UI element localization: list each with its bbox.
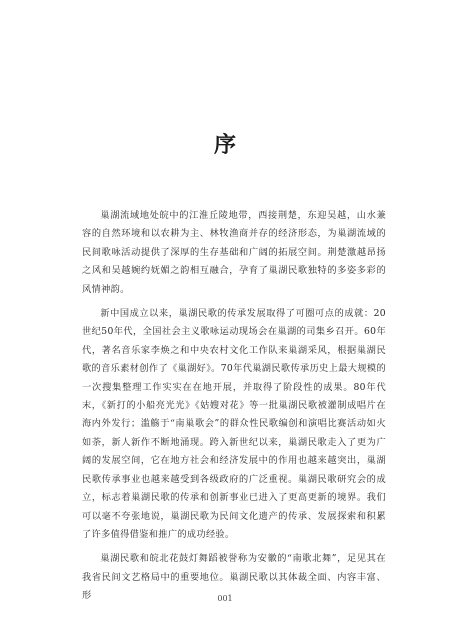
preface-title: 序 <box>213 132 236 158</box>
paragraph-2: 新中国成立以来，巢湖民歌的传承发展取得了可圈可点的成就：20世纪50年代，全国社会主义歌咏运动现场会在巢湖的司集乡召开。60年代，著名音乐家李焕之和中央农村文化工作队来巢湖采风，根据巢湖民歌的音乐素材创作了《巢湖好》。70年代巢湖民歌传承历史上最大规模的一次搜集整理工作实实在在地开展，并取得了阶段性的成果。80年代末，《新打的小船亮光光》《姑嫂对花》等一批巢湖民歌被灌制成唱片在海内外发行；滥觞于“南巢歌会”的群众性民歌编创和演唱比赛活动如火如荼，新人新作不断地涌现。跨入新世纪以来，巢湖民歌走入了更为广阔的发展空间，它在地方社会和经济发展中的作用也越来越突出，巢湖民歌传承事业也越来越受到各级政府的广泛重视。巢湖民歌研究会的成立，标志着巢湖民歌的传承和创新事业已进入了更高更新的境界。我们可以毫不夸张地说，巢湖民歌为民间文化遗产的传承、发展探索和积累了许多值得借鉴和推广的成功经验。 <box>82 308 386 540</box>
paragraph-1: 巢湖流域地处皖中的江淮丘陵地带，西接荆楚，东迎吴越，山水兼容的自然环境和以农耕为主、林牧渔商并存的经济形态，为巢湖流域的民间歌咏活动提供了深厚的生存基础和广阔的拓展空间。荆楚激越昂扬之风和吴越婉约妩媚之韵相互融合，孕育了巢湖民歌独特的多姿多彩的风情神韵。 <box>82 210 386 295</box>
preface-body <box>82 207 386 612</box>
page-number: 001 <box>217 594 233 603</box>
paragraph-3: 巢湖民歌和皖北花鼓灯舞蹈被誉称为安徽的“南歌北舞”，足见其在我省民间文艺格局中的重要地位。巢湖民歌以其体裁全面、内容丰富、形 <box>82 553 386 602</box>
